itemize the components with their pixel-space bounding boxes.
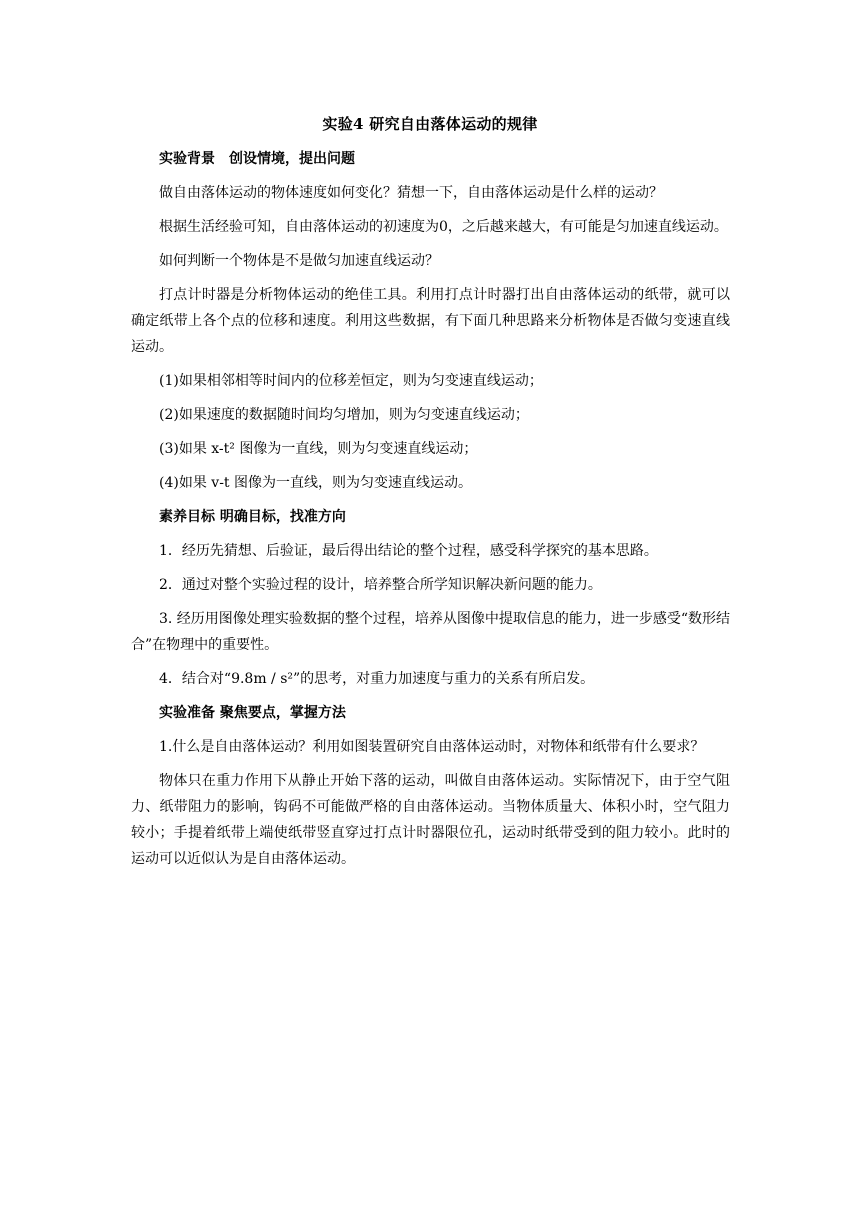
paragraph-life-experience: 根据生活经验可知，自由落体运动的初速度为0，之后越来越大，有可能是匀加速直线运动。 [159, 219, 728, 235]
goal-1: 1．经历先猜想、后验证，最后得出结论的整个过程，感受科学探究的基本思路。 [159, 543, 658, 559]
preparation-answer-1: 物体只在重力作用下从静止开始下落的运动，叫做自由落体运动。实际情况下，由于空气阻力、纸带阻力的影响，钩码不可能做严格的自由落体运动。当物体质量大、体积小时，空气阻力较小；手提着纸带上端使纸带竖直穿过打点计时器限位孔，运动时纸带受到的阻力较小。此时的运动可以近似认为是自由落体运动。 [131, 773, 730, 867]
goal-2: 2．通过对整个实验过程的设计，培养整合所学知识解决新问题的能力。 [159, 577, 602, 593]
paragraph-timer-tool: 打点计时器是分析物体运动的绝佳工具。利用打点计时器打出自由落体运动的纸带，就可以确定纸带上各个点的位移和速度。利用这些数据，有下面几种思路来分析物体是否做匀变速直线运动。 [131, 287, 730, 355]
section-heading-goals: 素养目标 明确目标，找准方向 [159, 509, 346, 525]
document-title: 实验4 研究自由落体运动的规律 [322, 115, 538, 133]
document-body [131, 146, 730, 880]
goal-3: 3. 经历用图像处理实验数据的整个过程，培养从图像中提取信息的能力，进一步感受“数形结合”在物理中的重要性。 [131, 611, 730, 653]
paragraph-question-velocity: 做自由落体运动的物体速度如何变化？猜想一下，自由落体运动是什么样的运动？ [159, 185, 663, 201]
section-heading-preparation: 实验准备 聚焦要点，掌握方法 [159, 705, 346, 721]
criterion-4: (4)如果 v-t 图像为一直线，则为匀变速直线运动。 [159, 475, 472, 491]
criterion-1: (1)如果相邻相等时间内的位移差恒定，则为匀变速直线运动； [159, 373, 543, 389]
paragraph-how-to-judge: 如何判断一个物体是不是做匀加速直线运动？ [159, 253, 439, 269]
goal-4: 4．结合对“9.8m / s²”的思考，对重力加速度与重力的关系有所启发。 [159, 671, 595, 687]
criterion-3: (3)如果 x-t² 图像为一直线，则为匀变速直线运动； [159, 441, 478, 457]
preparation-question-1: 1.什么是自由落体运动？利用如图装置研究自由落体运动时，对物体和纸带有什么要求？ [159, 739, 705, 755]
section-heading-background: 实验背景 创设情境，提出问题 [159, 151, 355, 167]
criterion-2: (2)如果速度的数据随时间均匀增加，则为匀变速直线运动； [159, 407, 529, 423]
